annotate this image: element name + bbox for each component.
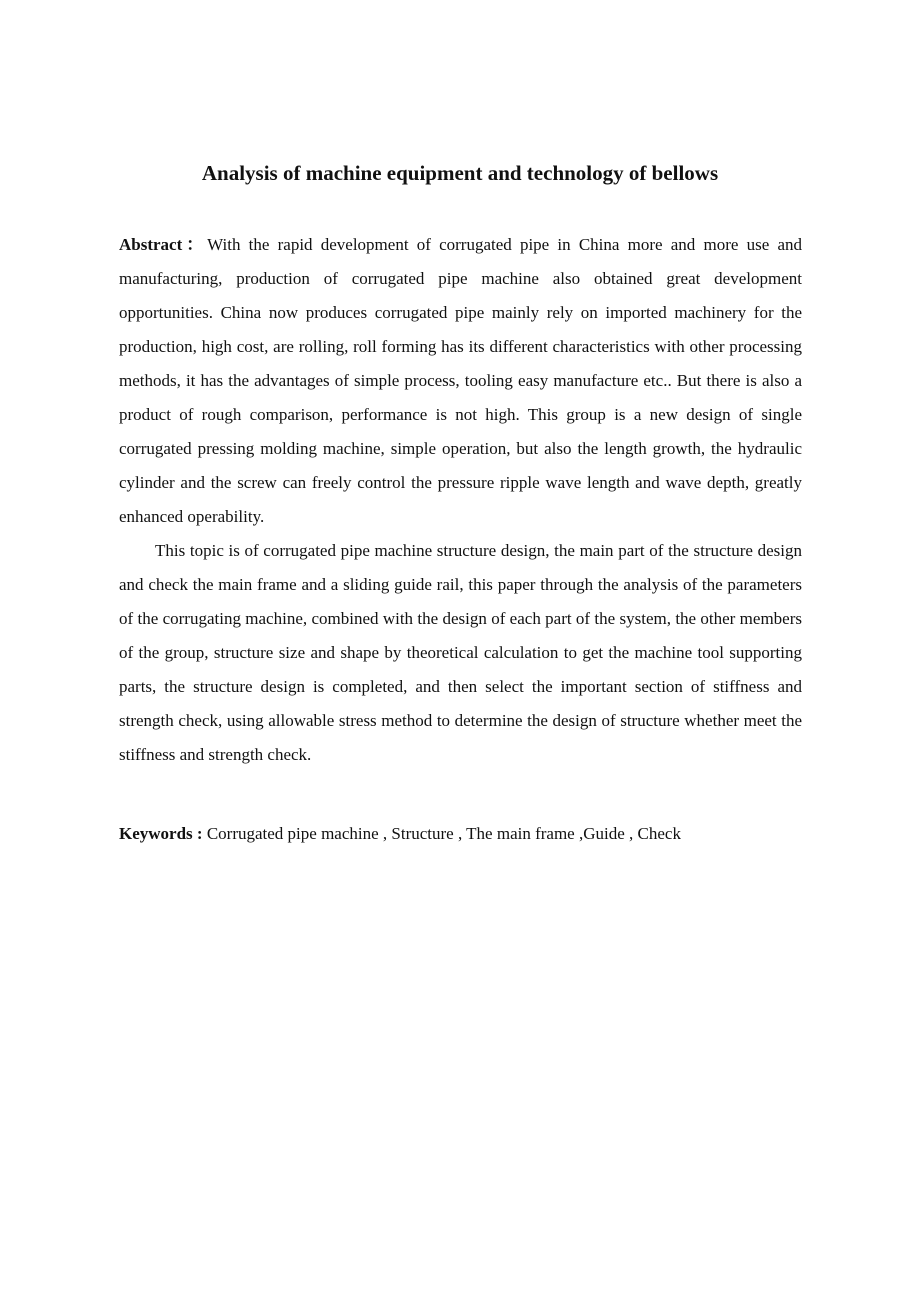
keywords-label: Keywords : [119, 824, 203, 843]
keywords-section [119, 818, 802, 850]
abstract-paragraph-2: This topic is of corrugated pipe machine structure design, the main part of the structure design and check the main frame and a sliding guide rail, this paper through the analysis of the parameters of the corrugating machine, combined with the design of each part of the system, the other members of the group, structure size and shape by theoretical calculation to get the machine tool supporting parts, the structure design is completed, and then select the important section of stiffness and strength check, using allowable stress method to determine the design of structure whether meet the stiffness and strength check. [119, 541, 802, 764]
abstract-paragraph-1 [119, 228, 802, 534]
abstract-paragraph-1-text: With the rapid development of corrugated pipe in China more and more use and manufacturing, production of corrugated pipe machine also obtained great development opportunities. China now produces corrugated pipe mainly rely on imported machinery for the production, high cost, are rolling, roll forming has its different characteristics with other processing methods, it has the advantages of simple process, tooling easy manufacture etc.. But there is also a product of rough comparison, performance is not high. This group is a new design of single corrugated pressing molding machine, simple operation, but also the length growth, the hydraulic cylinder and the screw can freely control the pressure ripple wave length and wave depth, greatly enhanced operability. [119, 235, 803, 526]
abstract-section [119, 228, 802, 772]
document-title: Analysis of machine equipment and technology of bellows [201, 161, 719, 185]
keywords-text: Corrugated pipe machine , Structure , The main frame ,Guide , Check [202, 824, 681, 843]
abstract-label: Abstract： [119, 235, 208, 254]
